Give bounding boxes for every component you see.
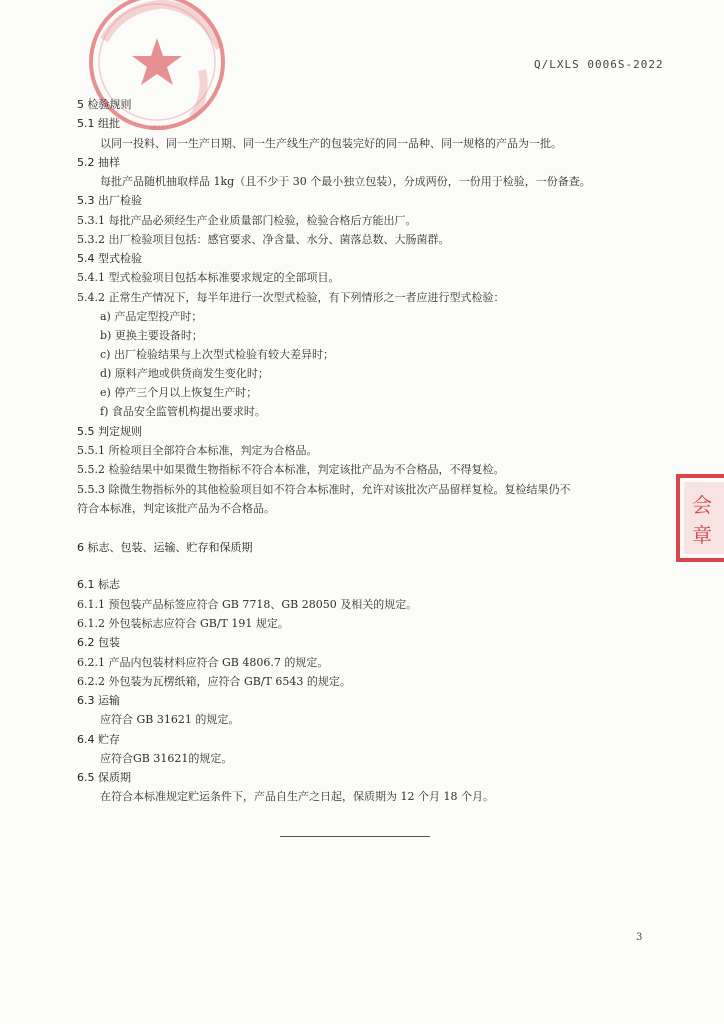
- paragraph: 5.3.2 出厂检验项目包括：感官要求、净含量、水分、菌落总数、大肠菌群。: [77, 233, 450, 246]
- side-seal: [674, 472, 724, 564]
- paragraph: 5.5.2 检验结果中如果微生物指标不符合本标准，判定该批产品为不合格品，不得复检。: [77, 463, 505, 476]
- list-item: b) 更换主要设备时；: [100, 329, 203, 342]
- paragraph: 应符合 GB 31621 的规定。: [100, 713, 240, 726]
- svg-text:会: 会: [692, 493, 712, 517]
- paragraph: 符合本标准，判定该批产品为不合格品。: [77, 502, 275, 515]
- section-6-heading: 6 标志、包装、运输、贮存和保质期: [77, 541, 253, 554]
- svg-text:章: 章: [692, 523, 712, 547]
- paragraph: 5.4.1 型式检验项目包括本标准要求规定的全部项目。: [77, 271, 340, 284]
- paragraph: 5.5.1 所检项目全部符合本标准，判定为合格品。: [77, 444, 318, 457]
- section-6-4-heading: 6.4 贮存: [77, 733, 120, 746]
- section-5-2-heading: 5.2 抽样: [77, 156, 120, 169]
- section-5-1-heading: 5.1 组批: [77, 117, 120, 130]
- list-item: a) 产品定型投产时；: [100, 310, 203, 323]
- page-number: 3: [636, 932, 643, 943]
- svg-text:0511?: 0511?: [150, 125, 169, 132]
- section-6-1-heading: 6.1 标志: [77, 578, 120, 591]
- document-code: Q/LXLS 0006S-2022: [534, 58, 664, 71]
- paragraph: 5.4.2 正常生产情况下，每半年进行一次型式检验，有下列情形之一者应进行型式检验：: [77, 291, 505, 304]
- section-5-3-heading: 5.3 出厂检验: [77, 194, 142, 207]
- paragraph: 5.3.1 每批产品必须经生产企业质量部门检验，检验合格后方能出厂。: [77, 214, 417, 227]
- paragraph: 6.1.1 预包装产品标签应符合 GB 7718、GB 28050 及相关的规定。: [77, 598, 418, 611]
- list-item: e) 停产三个月以上恢复生产时；: [100, 386, 258, 399]
- end-divider: [280, 836, 430, 837]
- list-item: c) 出厂检验结果与上次型式检验有较大差异时；: [100, 348, 334, 361]
- section-5-5-heading: 5.5 判定规则: [77, 425, 142, 438]
- list-item: f) 食品安全监管机构提出要求时。: [100, 405, 266, 418]
- section-5-4-heading: 5.4 型式检验: [77, 252, 142, 265]
- section-6-3-heading: 6.3 运输: [77, 694, 120, 707]
- paragraph: 在符合本标准规定贮运条件下，产品自生产之日起，保质期为 12 个月 18 个月。: [100, 790, 494, 803]
- paragraph: 6.2.2 外包装为瓦楞纸箱，应符合 GB/T 6543 的规定。: [77, 675, 351, 688]
- paragraph: 6.2.1 产品内包装材料应符合 GB 4806.7 的规定。: [77, 656, 329, 669]
- paragraph: 6.1.2 外包装标志应符合 GB/T 191 规定。: [77, 617, 289, 630]
- section-6-5-heading: 6.5 保质期: [77, 771, 131, 784]
- paragraph: 5.5.3 除微生物指标外的其他检验项目如不符合本标准时，允许对该批次产品留样复检。复检结果仍不: [77, 483, 571, 496]
- paragraph: 每批产品随机抽取样品 1kg（且不少于 30 个最小独立包装），分成两份，一份用于检验，一份备查。: [100, 175, 591, 188]
- section-5-heading: 5 检验规则: [77, 98, 132, 111]
- list-item: d) 原料产地或供货商发生变化时；: [100, 367, 269, 380]
- section-6-2-heading: 6.2 包装: [77, 636, 120, 649]
- paragraph: 以同一投料、同一生产日期、同一生产线生产的包装完好的同一品种、同一规格的产品为一批。: [100, 137, 562, 150]
- paragraph: 应符合GB 31621的规定。: [100, 752, 233, 765]
